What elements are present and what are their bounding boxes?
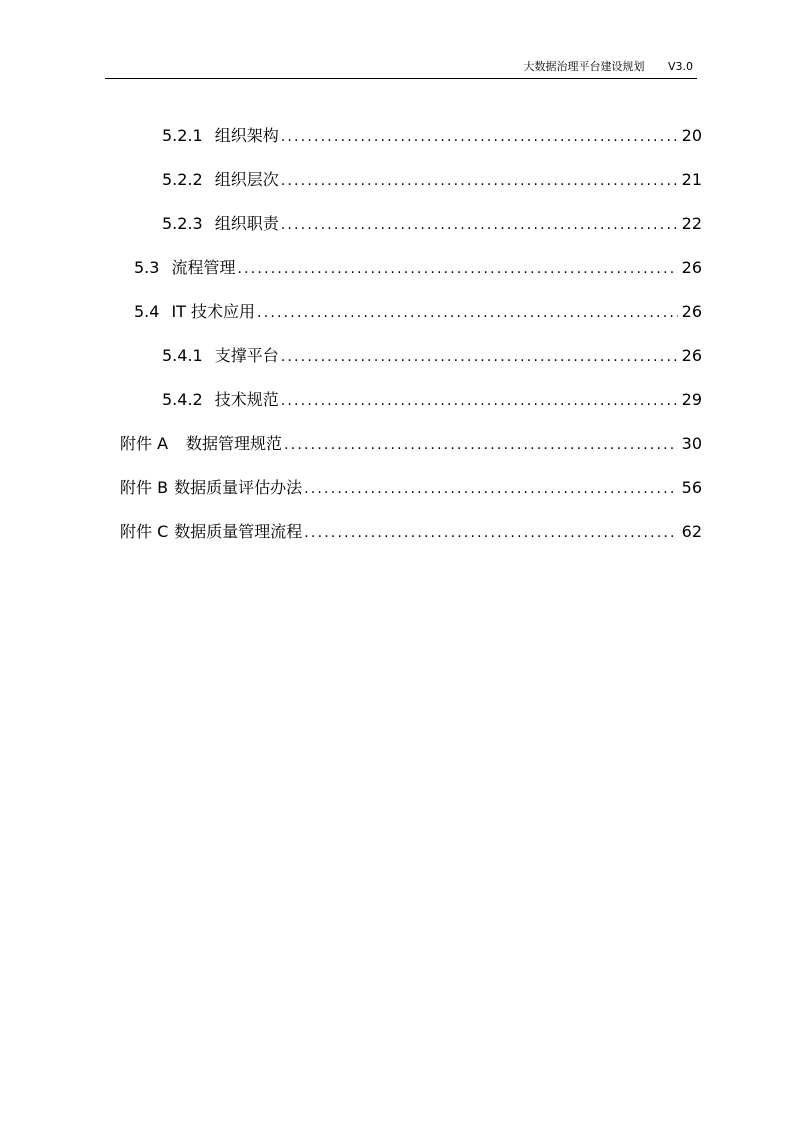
- document-version: V3.0: [667, 60, 693, 73]
- toc-entry-title: 数据质量管理流程: [174, 522, 303, 541]
- toc-entry-number: 5.4: [134, 302, 160, 321]
- toc-entry-title: 数据管理规范: [186, 434, 283, 453]
- toc-entry[interactable]: [162, 169, 702, 191]
- toc-entry-title: 技术规范: [214, 390, 279, 409]
- toc-dot-leader: [281, 214, 678, 236]
- toc-entry-page: 56: [681, 478, 702, 497]
- header-text: [523, 58, 693, 74]
- toc-entry-title: 数据质量评估办法: [174, 478, 303, 497]
- toc-entry-title: 支撑平台: [214, 346, 279, 365]
- toc-dot-leader: [281, 170, 678, 192]
- toc-entry-page: 26: [681, 258, 702, 277]
- toc-entry-title: 组织架构: [214, 126, 279, 145]
- toc-entry-number: 附件 C: [120, 522, 169, 541]
- toc-entry[interactable]: [162, 125, 702, 147]
- toc-dot-leader: [281, 126, 678, 148]
- toc-entry-title: 组织层次: [214, 170, 279, 189]
- toc-entry[interactable]: [134, 257, 702, 279]
- toc-dot-leader: [257, 302, 678, 324]
- toc-entry[interactable]: [120, 477, 702, 499]
- toc-entry-page: 21: [681, 170, 702, 189]
- toc-dot-leader: [304, 478, 678, 500]
- toc-entry[interactable]: [162, 389, 702, 411]
- toc-entry[interactable]: [162, 213, 702, 235]
- toc-entry-page: 22: [681, 214, 702, 233]
- toc-entry[interactable]: [120, 433, 702, 455]
- page-header: [105, 56, 697, 79]
- toc-dot-leader: [281, 346, 678, 368]
- toc-dot-leader: [281, 390, 678, 412]
- toc-entry-title: 流程管理: [171, 258, 236, 277]
- toc-dot-leader: [237, 258, 677, 280]
- toc-entry-page: 62: [681, 522, 702, 541]
- toc-entry-number: 附件 A: [120, 434, 169, 453]
- toc-entry-number: 5.2.3: [162, 214, 203, 233]
- toc-entry-page: 20: [681, 126, 702, 145]
- toc-entry-number: 附件 B: [120, 478, 169, 497]
- toc-entry[interactable]: [162, 345, 702, 367]
- toc-entry-page: 26: [681, 346, 702, 365]
- toc-dot-leader: [304, 522, 677, 544]
- document-title: 大数据治理平台建设规划: [523, 60, 645, 73]
- toc-entry-title: 组织职责: [214, 214, 279, 233]
- toc-entry-number: 5.4.2: [162, 390, 203, 409]
- toc-entry-number: 5.2.1: [162, 126, 203, 145]
- toc-entry[interactable]: [120, 521, 702, 543]
- toc-entry-page: 30: [681, 434, 702, 453]
- toc-entry-number: 5.3: [134, 258, 160, 277]
- toc-entry-number: 5.2.2: [162, 170, 203, 189]
- toc-entry[interactable]: [134, 301, 702, 323]
- toc-dot-leader: [284, 434, 678, 456]
- toc-entry-number: 5.4.1: [162, 346, 203, 365]
- toc-entry-page: 26: [681, 302, 702, 321]
- toc-entry-title: IT 技术应用: [171, 302, 256, 321]
- toc-entry-page: 29: [681, 390, 702, 409]
